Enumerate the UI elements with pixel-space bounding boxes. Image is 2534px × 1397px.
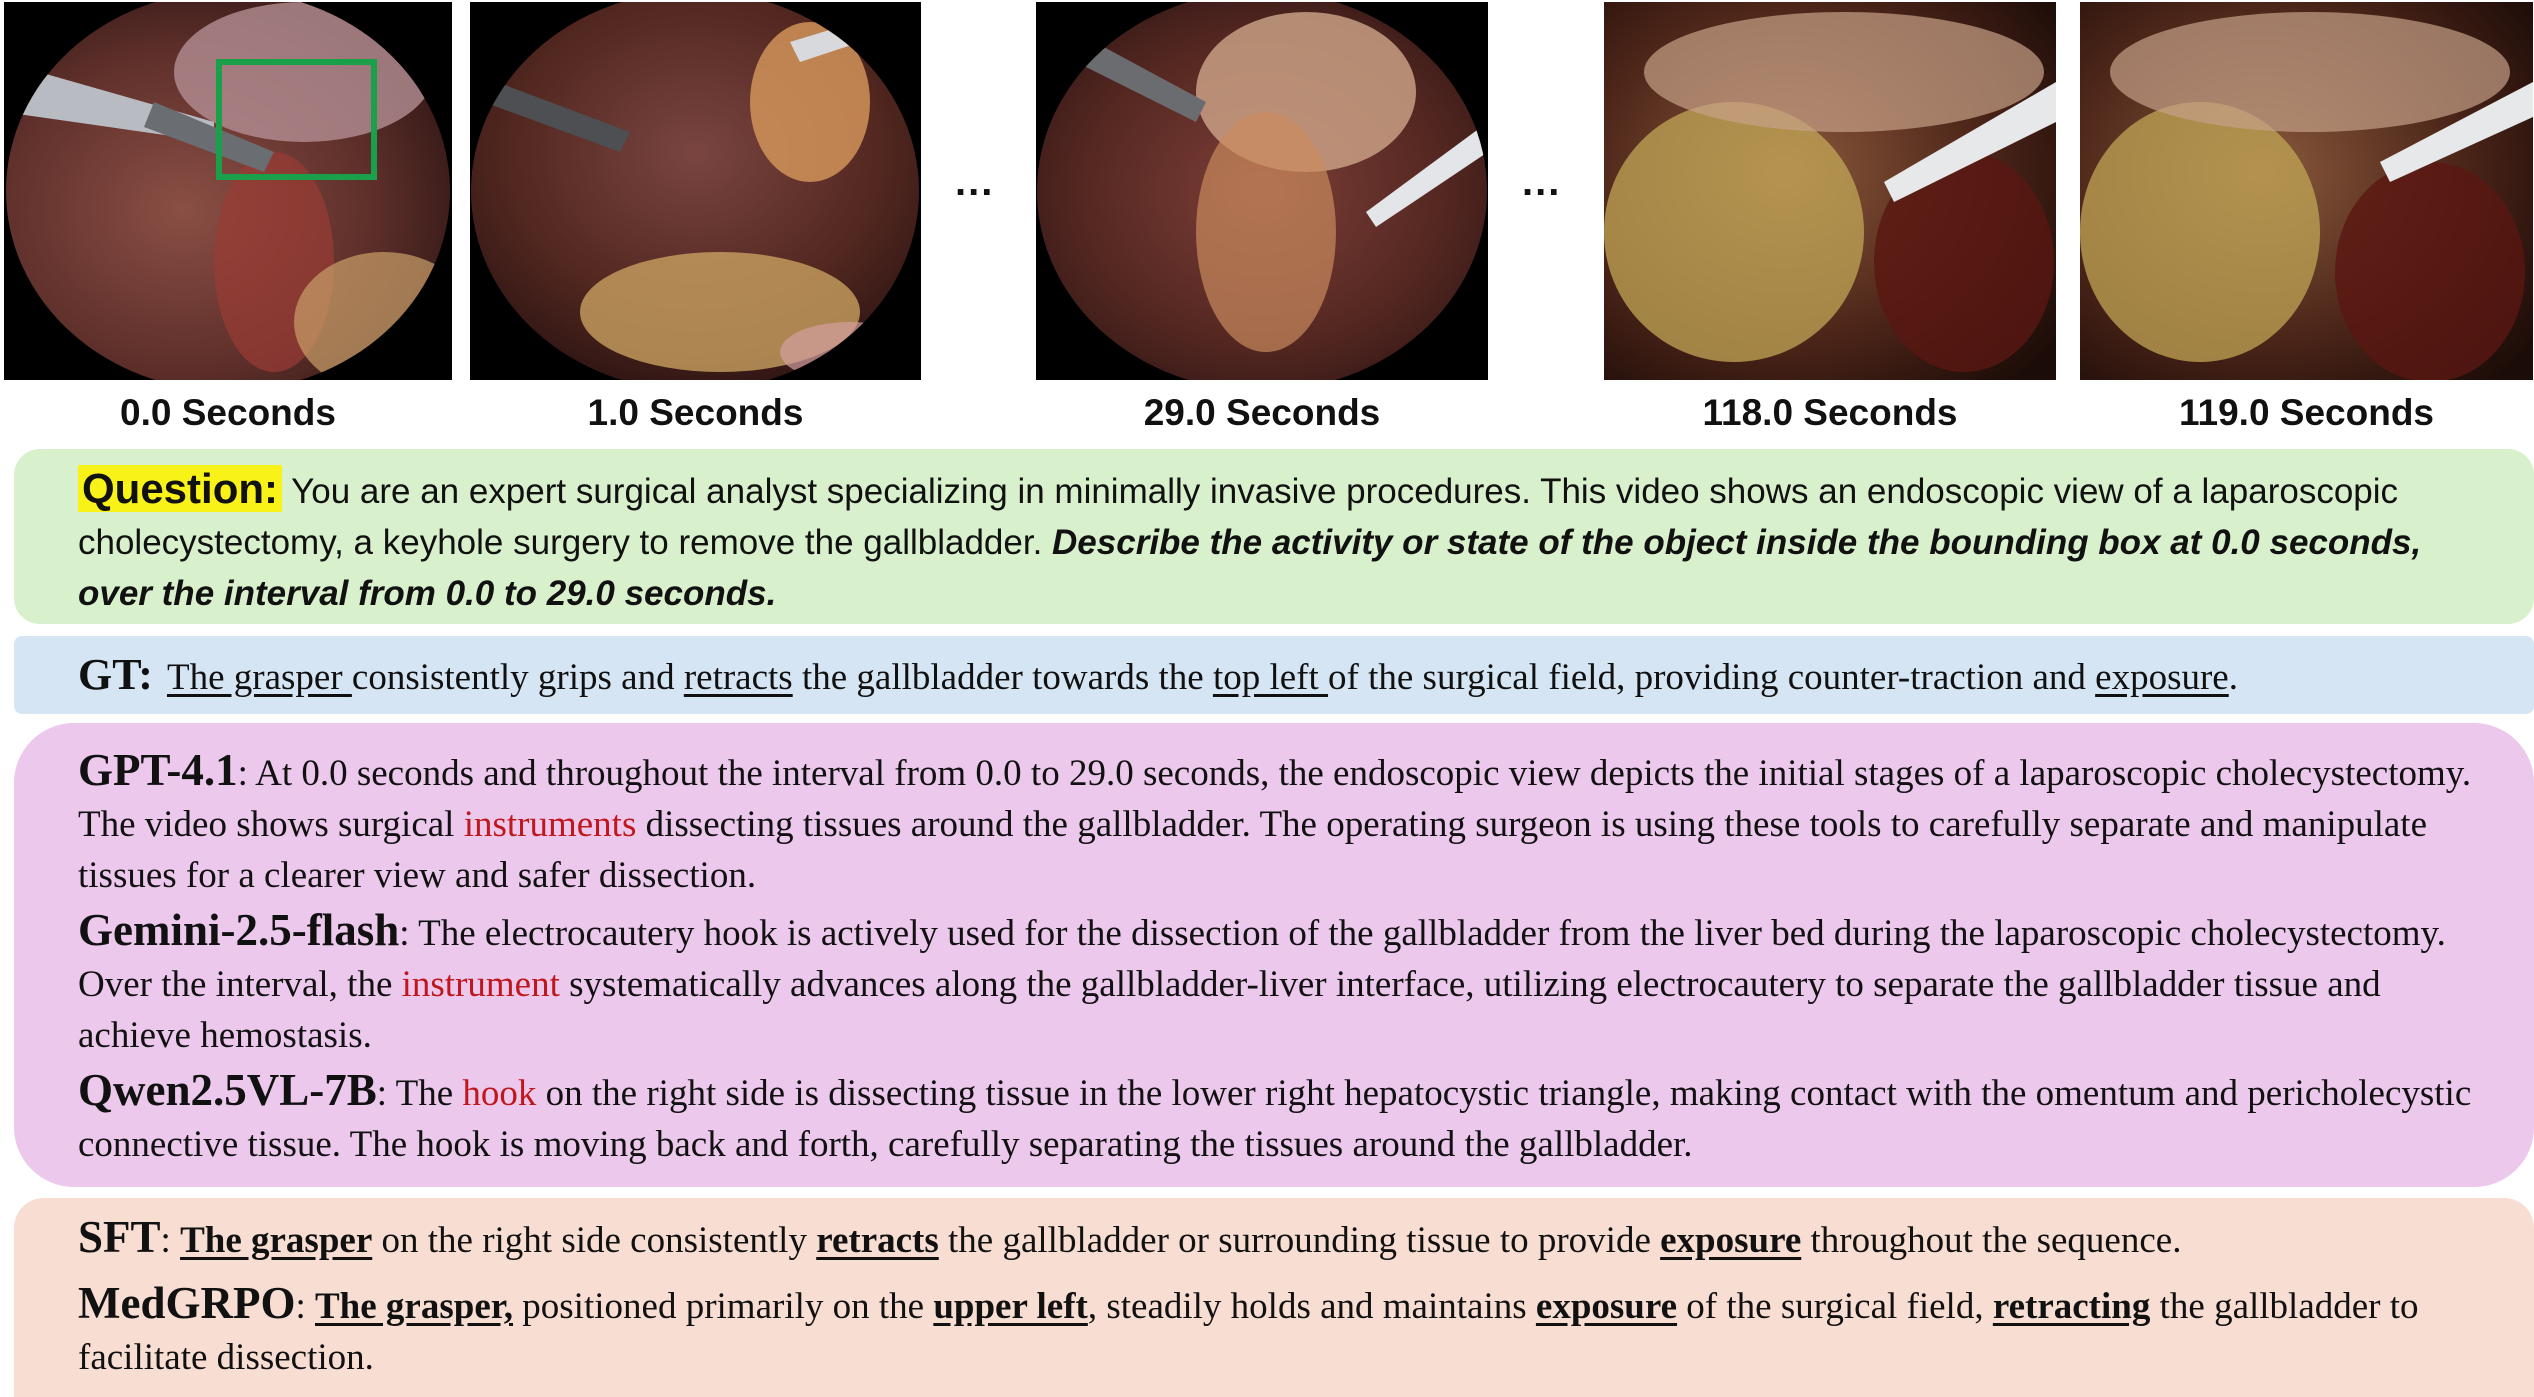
model-name: Qwen2.5VL-7B: [78, 1065, 377, 1115]
answer-text: : At 0.0 seconds and throughout the interval from 0.0 to 29.0 seconds, the endoscopic view depicts the initial stages of a laparoscopic cholecystectomy. The video shows surgical: [78, 753, 2472, 845]
question-label: Question:: [78, 465, 282, 512]
answer-text: :: [160, 1220, 181, 1261]
medgrpo-answer: [78, 1278, 2494, 1383]
model-name: Gemini-2.5-flash: [78, 905, 400, 955]
question-emphasis: Describe the activity or state of the object inside the bounding box at 0.0 seconds, over the interval from 0.0 to 29.0 seconds.: [78, 523, 2422, 613]
proposed-models-panel: [14, 1198, 2534, 1397]
ground-truth-panel: [14, 636, 2534, 714]
frame-caption: 0.0 Seconds: [120, 392, 336, 433]
qwen-answer: [78, 1065, 2494, 1170]
answer-text: the gallbladder to facilitate dissection.: [78, 1286, 2419, 1378]
error-highlight: instrument: [401, 964, 560, 1005]
answer-text: :: [295, 1286, 315, 1327]
correct-keyword: exposure: [1535, 1286, 1678, 1327]
answer-text: positioned primarily on the: [513, 1286, 934, 1327]
frame-caption: 119.0 Seconds: [2178, 392, 2435, 433]
gt-text-segment: .: [2228, 657, 2238, 698]
answer-text: on the right side is dissecting tissue in the lower right hepatocystic triangle, making contact with the omentum and pericholecystic connective tissue. The hook is moving back and forth, carefully separating the tissues around the gallbladder.: [78, 1073, 2472, 1165]
ellipsis: ...: [1522, 160, 1562, 204]
frame-caption: 118.0 Seconds: [1702, 392, 1958, 433]
correct-keyword: The grasper: [180, 1220, 373, 1261]
correct-keyword: The grasper,: [315, 1286, 514, 1327]
question-text: [78, 463, 2470, 619]
gt-keyword: retracts: [683, 657, 793, 698]
video-frame-0: [4, 2, 452, 380]
error-highlight: instruments: [463, 804, 637, 845]
gemini-answer: [78, 905, 2494, 1061]
gt-text-segment: consistently grips and: [351, 657, 684, 698]
question-body: You are an expert surgical analyst specializing in minimally invasive procedures. This video shows an endoscopic view of a laparoscopic cholecystectomy, a keyhole surgery to remove the gallbladder.: [78, 472, 2399, 562]
frame-caption: 1.0 Seconds: [587, 392, 804, 433]
correct-keyword: retracting: [1992, 1286, 2151, 1327]
video-frame-2: [1036, 2, 1488, 380]
video-frame-1: [470, 2, 921, 380]
model-name: MedGRPO: [78, 1278, 296, 1328]
answer-text: the gallbladder or surrounding tissue to provide: [938, 1220, 1661, 1261]
answer-text: dissecting tissues around the gallbladder. The operating surgeon is using these tools to carefully separate and manipulate tissues for a clearer view and safer dissection.: [78, 804, 2428, 896]
answer-text: , steadily holds and maintains: [1087, 1286, 1536, 1327]
gt-keyword: top left: [1212, 657, 1329, 698]
model-name: SFT: [78, 1212, 161, 1262]
model-name: GPT-4.1: [78, 745, 238, 795]
correct-keyword: exposure: [1660, 1220, 1802, 1261]
gt-text-segment: the gallbladder towards the: [792, 657, 1213, 698]
video-frame-3: [1604, 2, 2056, 380]
sft-answer: [78, 1212, 2494, 1266]
answer-text: systematically advances along the gallbladder-liver interface, utilizing electrocautery to separate the gallbladder tissue and achieve hemostasis.: [78, 964, 2381, 1056]
frame-caption: 29.0 Seconds: [1143, 392, 1381, 433]
baseline-models-panel: [14, 723, 2534, 1187]
ground-truth-text: [78, 636, 2534, 717]
answer-text: of the surgical field,: [1677, 1286, 1993, 1327]
gt-keyword: exposure: [2095, 657, 2229, 698]
error-highlight: hook: [462, 1073, 537, 1114]
answer-text: : The: [376, 1073, 463, 1114]
gt-text-segment: of the surgical field, providing counter-traction and: [1328, 657, 2096, 698]
correct-keyword: upper left: [933, 1286, 1088, 1327]
gt-keyword: The grasper: [166, 657, 352, 698]
answer-text: throughout the sequence.: [1801, 1220, 2182, 1261]
ellipsis: ...: [955, 160, 995, 204]
gpt-answer: [78, 745, 2494, 901]
correct-keyword: retracts: [816, 1220, 939, 1261]
answer-text: on the right side consistently: [372, 1220, 817, 1261]
question-panel: [14, 449, 2534, 624]
answer-text: : The electrocautery hook is actively used for the dissection of the gallbladder from the liver bed during the laparoscopic cholecystectomy. Over the interval, the: [78, 913, 2446, 1005]
video-frame-4: [2080, 2, 2533, 380]
gt-label: GT:: [78, 650, 153, 699]
